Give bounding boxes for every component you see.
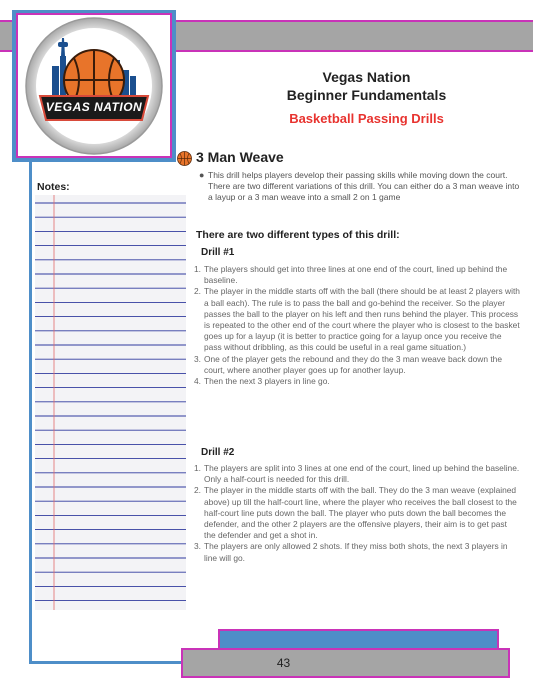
step-text: The players are only allowed 2 shots. If they miss both shots, the next 3 players in line will go. <box>204 541 508 563</box>
document-header <box>200 68 533 126</box>
list-item <box>194 354 520 376</box>
list-item <box>194 485 520 541</box>
step-number: 2. <box>194 286 201 297</box>
step-number: 4. <box>194 376 201 387</box>
step-text: The players are split into 3 lines at one end of the court, lined up behind the baseline. Only a half-court is needed for this drill. <box>204 463 520 485</box>
step-text: The player in the middle starts off with the ball. They do the 3 man weave (explained above) up till the half-court line, where the player who receives the ball closest to the half-court line puts down the ball. The player who puts down the ball becomes the defender, and the other 2 players are the offensive players, their aim is to get past the defender and get a shot in. <box>204 485 517 541</box>
basketball-icon <box>177 151 192 166</box>
page-frame-bottom <box>29 661 189 664</box>
drill-intro <box>199 170 520 203</box>
list-item <box>194 463 520 485</box>
step-text: The player in the middle starts off with the ball (there should be at least 2 players with a ball each). The rule is to pass the ball and go-behind the receiver. So the player passes the ball to the player on his left and then runs behind the player. This process is repeated to the other end of the court where the player who is closest to the basket goes up for a layup (it is better to practice going for a layup once you receive the pass without dribbling, as this could be useful in a real game situation.) <box>204 286 520 353</box>
basketball-skyline-logo <box>22 16 166 156</box>
step-number: 1. <box>194 264 201 274</box>
organization-name: Vegas Nation <box>322 69 411 85</box>
list-item <box>194 376 520 387</box>
step-text: One of the player gets the rebound and they do the 3 man weave back down the court, where another player goes up for another layup. <box>204 353 502 375</box>
notes-lined-paper <box>35 195 186 610</box>
step-number: 3. <box>194 541 201 552</box>
drill-2-heading: Drill #2 <box>201 447 235 458</box>
step-text: The players should get into three lines at one end of the court, lined up behind the baseline. <box>204 264 508 286</box>
drill-2-steps <box>194 463 520 564</box>
list-item <box>194 264 520 286</box>
bullet-dot: ● <box>199 170 205 180</box>
step-number: 2. <box>194 485 201 496</box>
drill-1-heading: Drill #1 <box>201 247 235 258</box>
program-name: Beginner Fundamentals <box>286 87 447 103</box>
drill-title: 3 Man Weave <box>196 149 284 165</box>
page-frame-left <box>29 160 32 664</box>
drill-intro-text: This drill helps players develop their passing skills while moving down the court. There are two different variations of this drill. You can either do a 3 man weave into a layup or a 3 man weave into a small 2 on 1 game <box>208 170 520 202</box>
notes-label: Notes: <box>37 181 70 193</box>
step-text: Then the next 3 players in line go. <box>204 376 330 387</box>
logo-text: VEGAS NATION <box>45 100 143 114</box>
page-number: 43 <box>276 656 291 670</box>
drill-1-steps <box>194 264 520 387</box>
document-subtitle: Basketball Passing Drills <box>289 111 444 126</box>
drill-types-heading: There are two different types of this drill: <box>196 229 400 241</box>
list-item <box>194 286 520 353</box>
list-item <box>194 541 520 563</box>
step-number: 3. <box>194 353 201 364</box>
step-number: 1. <box>194 463 201 473</box>
